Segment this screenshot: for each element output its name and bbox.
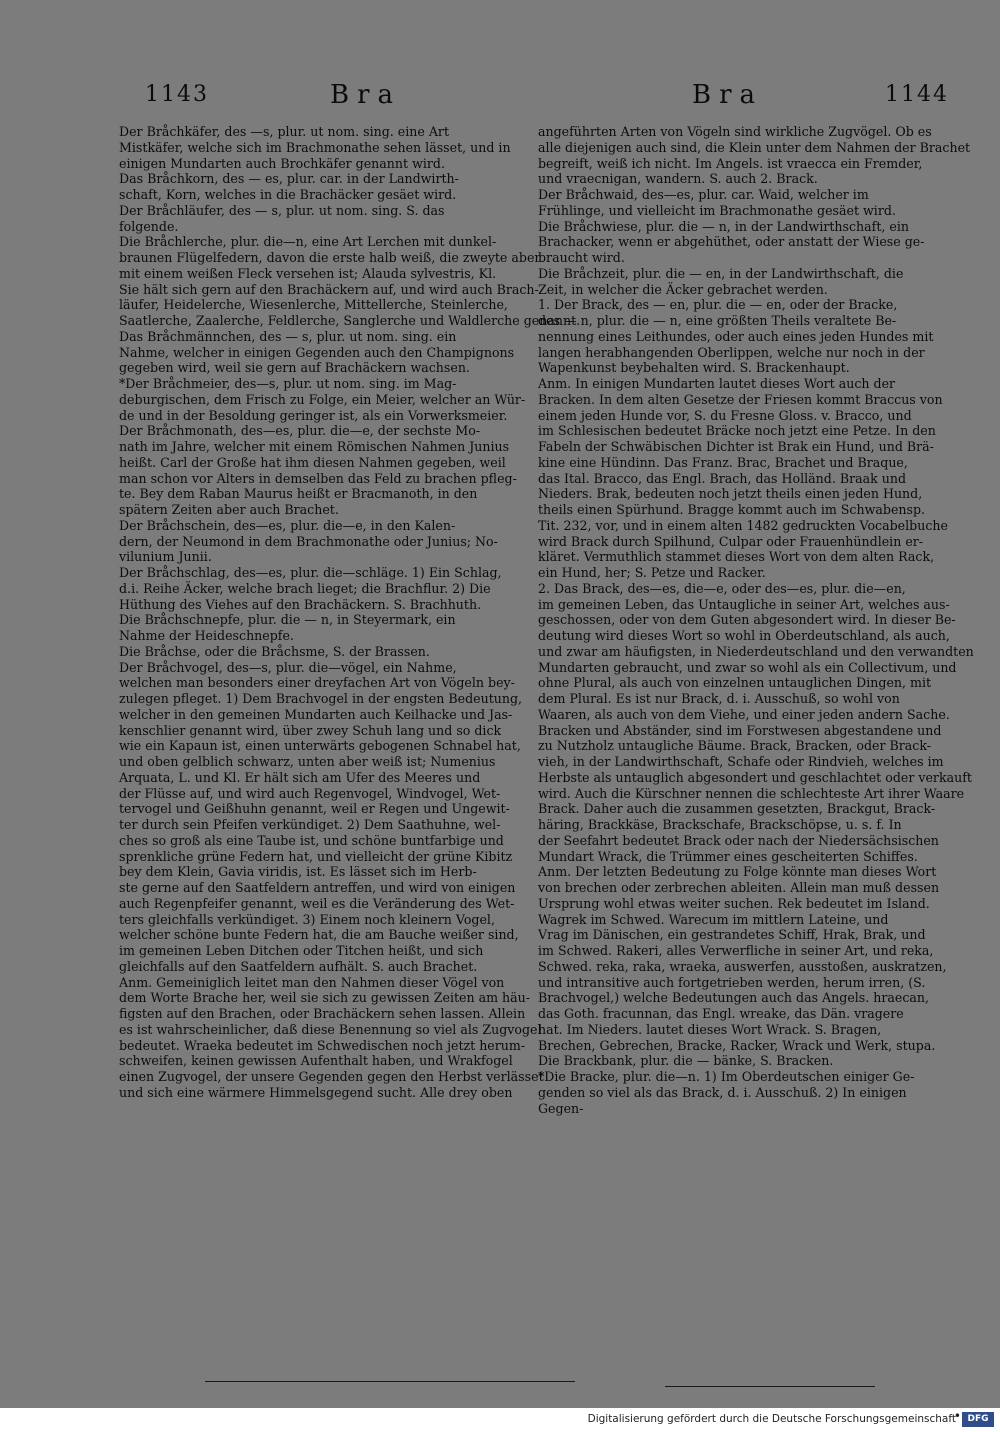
text-line: Wapenkunst beybehalten wird. S. Brackenhaupt.	[538, 360, 850, 376]
text-line: wird. Auch die Kürschner nennen die schlechteste Art ihrer Waare	[538, 785, 965, 801]
text-line: welchen man besonders einer dreyfachen Art von Vögeln bey-	[119, 675, 515, 691]
text-line: Brack. Daher auch die zusammen gesetzten, Brackgut, Brack-	[538, 801, 936, 817]
text-line: der Seefahrt bedeutet Brack oder nach der Niedersächsischen	[538, 832, 939, 848]
text-line: von brechen oder zerbrechen ableiten. Allein man muß dessen	[538, 880, 940, 895]
right-column	[538, 124, 974, 1116]
text-line: Gegen-	[538, 1100, 584, 1116]
text-line: gegeben wird, weil sie gern auf Brachäckern wachsen.	[119, 360, 470, 376]
text-line: Hüthung des Viehes auf den Brachäckern. S. Brachhuth.	[119, 596, 482, 612]
text-line: Die Brackbank, plur. die — bänke, S. Bracken.	[538, 1053, 834, 1069]
text-line: und oben gelblich schwarz, unten aber weiß ist; Numenius	[119, 754, 496, 769]
text-line: wie ein Kapaun ist, einen unterwärts gebogenen Schnabel hat,	[119, 738, 521, 754]
text-line: Brachacker, wenn er abgehüthet, oder anstatt der Wiese ge-	[538, 234, 925, 250]
text-line: welcher schöne bunte Federn hat, die am Bauche weißer sind,	[119, 927, 519, 943]
text-line: 1. Der Brack, des — en, plur. die — en, oder der Bracke,	[538, 297, 898, 313]
text-line: nath im Jahre, welcher mit einem Römischen Nahmen Junius	[119, 439, 510, 454]
footer-dot: •	[953, 1409, 961, 1423]
text-line: dem Plural. Es ist nur Brack, d. i. Ausschuß, so wohl von	[538, 691, 900, 706]
text-line: Wagrek im Schwed. Warecum im mittlern Lateine, und	[538, 911, 889, 927]
text-line: kenschlier genannt wird, über zwey Schuh lang und so dick	[119, 722, 502, 738]
text-line: kläret. Vermuthlich stammet dieses Wort von dem alten Rack,	[538, 549, 935, 565]
text-line: Der Bråchvogel, des—s, plur. die—vögel, ein Nahme,	[119, 659, 457, 675]
text-line: langen herabhangenden Oberlippen, welche nur noch in der	[538, 344, 925, 360]
text-line: Das Bråchmännchen, des — s, plur. ut nom. sing. ein	[119, 328, 457, 344]
text-line: im gemeinen Leben, das Untaugliche in seiner Art, welches aus-	[538, 596, 950, 612]
text-line: das Goth. fracunnan, das Engl. wreake, das Dän. vragere	[538, 1006, 904, 1021]
text-line: und intransitive auch fortgetrieben werden, herum irren, (S.	[538, 974, 926, 990]
text-line: sprenkliche grüne Federn hat, und vielleicht der grüne Kibitz	[119, 848, 513, 864]
text-line: spätern Zeiten aber auch Brachet.	[119, 502, 339, 517]
text-line: das Ital. Bracco, das Engl. Brach, das Holländ. Braak und	[538, 470, 907, 486]
text-line: Brechen, Gebrechen, Bracke, Racker, Wrack und Werk, stupa.	[538, 1037, 936, 1053]
text-line: der Flüsse auf, und wird auch Regenvogel, Windvogel, Wet-	[119, 785, 501, 801]
text-line: Der Bråchschein, des—es, plur. die—e, in den Kalen-	[119, 517, 456, 533]
text-line: braucht wird.	[538, 250, 625, 265]
page-header-right-word: Bra	[692, 80, 764, 110]
text-line: de und in der Besoldung geringer ist, als ein Vorwerksmeier.	[119, 407, 508, 423]
text-line: kine eine Hündinn. Das Franz. Brac, Brachet und Braque,	[538, 454, 908, 470]
text-line: im gemeinen Leben Ditchen oder Titchen heißt, und sich	[119, 943, 484, 958]
text-line: des — n, plur. die — n, eine größten Theils veraltete Be-	[538, 313, 897, 328]
text-line: d.i. Reihe Äcker, welche brach lieget; die Brachflur. 2) Die	[119, 580, 491, 596]
text-line: *Die Bracke, plur. die—n. 1) Im Oberdeutschen einiger Ge-	[538, 1069, 915, 1084]
text-line: und zwar am häufigsten, in Niederdeutschland und den verwandten	[538, 643, 974, 659]
text-line: te. Bey dem Raban Maurus heißt er Bracmanoth, in den	[119, 486, 478, 502]
text-line: dern, der Neumond in dem Brachmonathe oder Junius; No-	[119, 533, 498, 549]
text-line: einen Zugvogel, der unsere Gegenden gegen den Herbst verlässet	[119, 1069, 544, 1084]
text-line: Zeit, in welcher die Äcker gebrachet werden.	[538, 281, 828, 297]
text-line: man schon vor Alters in demselben das Feld zu brachen pfleg-	[119, 470, 517, 486]
footer-credit: Digitalisierung gefördert durch die Deutsche Forschungsgemeinschaft	[587, 1413, 956, 1425]
text-line: Bracken. In dem alten Gesetze der Friesen kommt Braccus von	[538, 391, 943, 407]
text-line: Die Bråchschnepfe, plur. die — n, in Steyermark, ein	[119, 612, 456, 628]
text-line: figsten auf den Brachen, oder Brachäckern sehen lassen. Allein	[119, 1006, 526, 1021]
text-line: Brachvogel,) welche Bedeutungen auch das Angels. hraecan,	[538, 990, 930, 1006]
text-line: mit einem weißen Fleck versehen ist; Alauda sylvestris, Kl.	[119, 265, 497, 281]
bottom-rule	[205, 1381, 575, 1382]
text-line: und vraecnigan, wandern. S. auch 2. Brack.	[538, 171, 818, 187]
text-line: Anm. In einigen Mundarten lautet dieses Wort auch der	[538, 376, 896, 391]
text-line: zulegen pfleget. 1) Dem Brachvogel in der engsten Bedeutung,	[119, 691, 523, 706]
text-line: tervogel und Geißhuhn genannt, weil er Regen und Ungewit-	[119, 801, 510, 817]
text-line: zu Nutzholz untaugliche Bäume. Brack, Bracken, oder Brack-	[538, 738, 931, 754]
page-header-right-number: 1144	[885, 82, 949, 107]
text-line: bey dem Klein, Gavia viridis, ist. Es lässet sich im Herb-	[119, 864, 477, 880]
text-line: Fabeln der Schwäbischen Dichter ist Brak ein Hund, und Brä-	[538, 439, 934, 454]
text-line: einigen Mundarten auch Brochkäfer genannt wird.	[119, 155, 445, 171]
text-line: schweifen, keinen gewissen Aufenthalt haben, und Wrakfogel	[119, 1053, 513, 1069]
text-line: Arquata, L. und Kl. Er hält sich am Ufer des Meeres und	[119, 769, 481, 785]
text-line: ohne Plural, als auch von einzelnen untauglichen Dingen, mit	[538, 675, 932, 691]
text-line: Vrag im Dänischen, ein gestrandetes Schiff, Hrak, Brak, und	[538, 927, 926, 943]
text-line: Sie hält sich gern auf den Brachäckern auf, und wird auch Brach-	[119, 281, 539, 297]
text-line: heißt. Carl der Große hat ihm diesen Nahmen gegeben, weil	[119, 454, 506, 470]
text-line: Nieders. Brak, bedeuten noch jetzt theils einen jeden Hund,	[538, 486, 923, 502]
text-line: vieh, in der Landwirthschaft, Schafe oder Rindvieh, welches im	[538, 754, 944, 769]
text-line: angeführten Arten von Vögeln sind wirkliche Zugvögel. Ob es	[538, 124, 932, 139]
text-line: ste gerne auf den Saatfeldern antreffen, und wird von einigen	[119, 880, 516, 895]
text-line: Der Bråchwaid, des—es, plur. car. Waid, welcher im	[538, 187, 869, 202]
text-line: schaft, Korn, welches in die Brachäcker gesäet wird.	[119, 187, 457, 202]
text-line: hat. Im Nieders. lautet dieses Wort Wrack. S. Bragen,	[538, 1021, 882, 1037]
text-line: geschossen, oder von dem Guten abgesondert wird. In dieser Be-	[538, 612, 956, 628]
text-line: alle diejenigen auch sind, die Klein unter dem Nahmen der Brachet	[538, 139, 971, 155]
bottom-rule-right	[665, 1386, 875, 1387]
text-line: braunen Flügelfedern, davon die erste halb weiß, die zweyte aber	[119, 250, 541, 265]
text-line: ter durch sein Pfeifen verkündiget. 2) Dem Saathuhne, wel-	[119, 817, 501, 832]
text-line: Die Bråchzeit, plur. die — en, in der Landwirthschaft, die	[538, 265, 904, 281]
text-line: Die Bråchlerche, plur. die—n, eine Art Lerchen mit dunkel-	[119, 234, 497, 250]
text-line: deburgischen, dem Frisch zu Folge, ein Meier, welcher an Wür-	[119, 391, 526, 407]
text-line: häring, Brackkäse, Brackschafe, Brackschöpse, u. s. f. In	[538, 817, 902, 832]
text-line: vilunium Junii.	[119, 549, 212, 565]
page-header-left-number: 1143	[145, 82, 209, 107]
text-line: gleichfalls auf den Saatfeldern aufhält. S. auch Brachet.	[119, 958, 478, 974]
text-line: im Schwed. Rakeri, alles Verwerfliche in seiner Art, und reka,	[538, 943, 934, 958]
text-line: im Schlesischen bedeutet Bräcke noch jetzt eine Petze. In den	[538, 423, 936, 439]
text-line: Anm. Gemeiniglich leitet man den Nahmen dieser Vögel von	[119, 974, 505, 990]
text-line: auch Regenpfeifer genannt, weil es die Veränderung des Wet-	[119, 895, 515, 911]
text-line: Mundart Wrack, die Trümmer eines gescheiterten Schiffes.	[538, 848, 918, 864]
text-line: Schwed. reka, raka, wraeka, auswerfen, ausstoßen, auskratzen,	[538, 958, 947, 974]
text-line: Der Bråchmonath, des—es, plur. die—e, der sechste Mo-	[119, 423, 481, 439]
text-line: Saatlerche, Zaalerche, Feldlerche, Sanglerche und Waldlerche genannt.	[119, 313, 581, 328]
text-line: Anm. Der letzten Bedeutung zu Folge könnte man dieses Wort	[538, 864, 937, 880]
text-line: Mundarten gebraucht, und zwar so wohl als ein Collectivum, und	[538, 659, 957, 675]
text-line: Bracken und Abständer, sind im Forstwesen abgestandene und	[538, 722, 942, 738]
text-line: Herbste als untauglich abgesondert und geschlachtet oder verkauft	[538, 769, 972, 785]
text-line: Tit. 232, vor, und in einem alten 1482 gedruckten Vocabelbuche	[538, 517, 948, 533]
text-line: 2. Das Brack, des—es, die—e, oder des—es, plur. die—en,	[538, 580, 906, 596]
footer-bar	[0, 1408, 1000, 1432]
text-line: bedeutet. Wraeka bedeutet im Schwedischen noch jetzt herum-	[119, 1037, 526, 1053]
left-column	[119, 124, 581, 1101]
text-line: nennung eines Leithundes, oder auch eines jeden Hundes mit	[538, 328, 934, 344]
text-line: ein Hund, her; S. Petze und Racker.	[538, 565, 766, 580]
text-line: Waaren, als auch von dem Viehe, und einer jeden andern Sache.	[538, 706, 950, 722]
text-line: Nahme, welcher in einigen Gegenden auch den Champignons	[119, 344, 515, 360]
text-line: einem jeden Hunde vor, S. du Fresne Gloss. v. Bracco, und	[538, 407, 912, 423]
text-line: ches so groß als eine Taube ist, und schöne buntfarbige und	[119, 832, 504, 848]
text-line: Nahme der Heideschnepfe.	[119, 628, 294, 643]
text-line: Frühlinge, und vielleicht im Brachmonathe gesäet wird.	[538, 202, 896, 218]
text-line: begreift, weiß ich nicht. Im Angels. ist vraecca ein Fremder,	[538, 155, 923, 171]
text-line: Der Bråchläufer, des — s, plur. ut nom. sing. S. das	[119, 202, 445, 218]
text-line: Das Bråchkorn, des — es, plur. car. in der Landwirth-	[119, 171, 459, 187]
text-line: es ist wahrscheinlicher, daß diese Benennung so viel als Zugvogel	[119, 1021, 542, 1037]
text-line: *Der Bråchmeier, des—s, plur. ut nom. sing. im Mag-	[119, 376, 457, 391]
text-line: theils einen Spürhund. Bragge kommt auch im Schwabensp.	[538, 502, 926, 517]
text-line: deutung wird dieses Wort so wohl in Oberdeutschland, als auch,	[538, 628, 950, 643]
text-line: läufer, Heidelerche, Wiesenlerche, Mittellerche, Steinlerche,	[119, 297, 508, 313]
text-line: dem Worte Brache her, weil sie sich zu gewissen Zeiten am häu-	[119, 990, 531, 1006]
text-line: Ursprung wohl etwas weiter suchen. Rek bedeutet im Island.	[538, 895, 930, 911]
text-line: Mistkäfer, welche sich im Brachmonathe sehen lässet, und in	[119, 139, 511, 155]
dfg-logo[interactable]: DFG	[962, 1412, 994, 1427]
text-line: Der Bråchschlag, des—es, plur. die—schläge. 1) Ein Schlag,	[119, 565, 502, 580]
text-line: genden so viel als das Brack, d. i. Ausschuß. 2) In einigen	[538, 1084, 907, 1100]
text-line: welcher in den gemeinen Mundarten auch Keilhacke und Jas-	[119, 706, 513, 722]
text-line: folgende.	[119, 218, 179, 234]
text-line: Die Bråchwiese, plur. die — n, in der Landwirthschaft, ein	[538, 218, 909, 234]
text-line: wird Brack durch Spilhund, Culpar oder Frauenhündlein er-	[538, 533, 924, 549]
text-line: und sich eine wärmere Himmelsgegend sucht. Alle drey oben	[119, 1084, 513, 1100]
text-line: ters gleichfalls verkündiget. 3) Einem noch kleinern Vogel,	[119, 911, 495, 927]
text-line: Die Bråchse, oder die Bråchsme, S. der Brassen.	[119, 643, 430, 659]
text-line: Der Bråchkäfer, des —s, plur. ut nom. sing. eine Art	[119, 124, 450, 139]
page-header-left-word: Bra	[330, 80, 402, 110]
